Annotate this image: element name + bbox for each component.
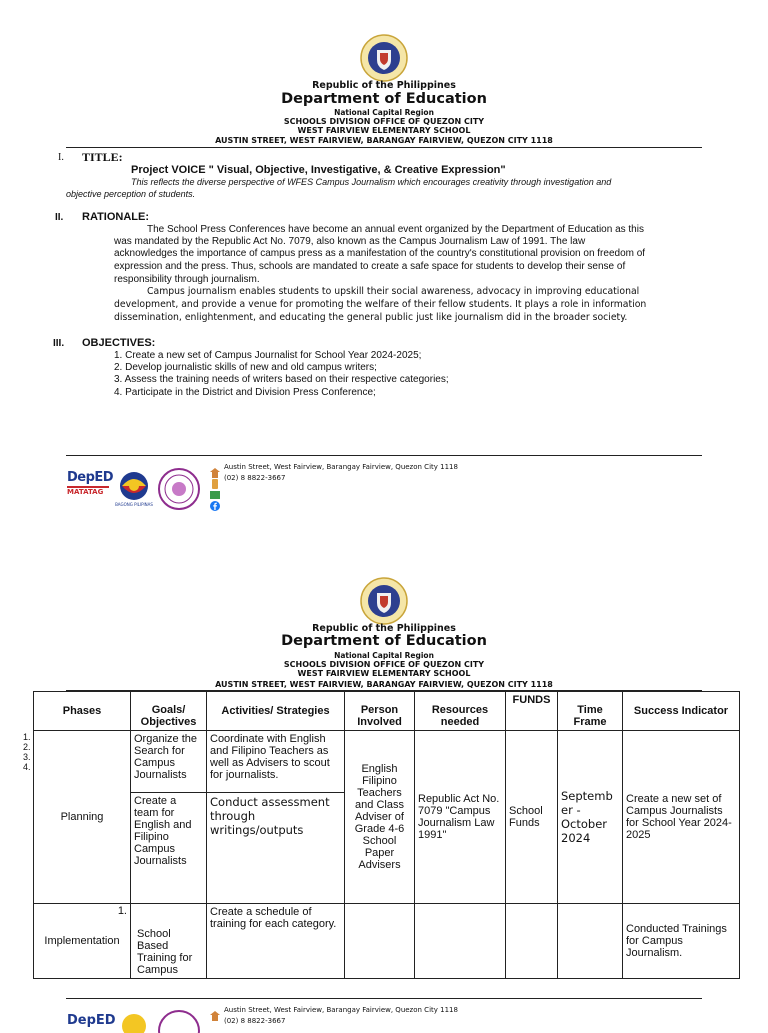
funds-value: School Funds	[506, 731, 558, 904]
department-title: Department of Education	[281, 91, 487, 107]
stray-numbering: 1. 2. 3. 4.	[23, 732, 31, 772]
rationale-p2-line3: dissemination, enlightenment, and educating the general public just like journalism did in the broader society.	[114, 312, 628, 323]
header-success: Success Indicator	[623, 692, 740, 731]
implementation-resources	[415, 904, 506, 979]
footer-phone: (02) 8 8822-3667	[224, 474, 286, 482]
deped-seal-icon	[360, 577, 408, 625]
address-line: AUSTIN STREET, WEST FAIRVIEW, BARANGAY FAIRVIEW, QUEZON CITY 1118	[215, 680, 553, 689]
goal-create-team: Create a team for English and Filipino Campus Journalists	[131, 793, 207, 904]
region-line: National Capital Region	[334, 108, 434, 117]
section2-numeral: II.	[55, 212, 64, 223]
division-line: SCHOOLS DIVISION OFFICE OF QUEZON CITY	[283, 660, 485, 669]
address-line: AUSTIN STREET, WEST FAIRVIEW, BARANGAY FAIRVIEW, QUEZON CITY 1118	[215, 136, 553, 145]
implementation-number: 1.	[117, 905, 127, 917]
plan-table	[33, 691, 740, 979]
footer-divider	[66, 998, 702, 999]
footer-phone: (02) 8 8822-3667	[224, 1017, 286, 1025]
header-time: Time Frame	[558, 692, 623, 731]
school-seal-icon	[158, 468, 200, 510]
header-person: Person Involved	[345, 692, 415, 731]
header-activities: Activities/ Strategies	[207, 692, 345, 731]
rationale-p2-line2: development, and provide a venue for promoting the welfare of their fellow students. It plays a role in information	[114, 299, 647, 310]
republic-line: Republic of the Philippines	[312, 623, 456, 634]
implementation-person	[345, 904, 415, 979]
header-resources: Resources needed	[415, 692, 506, 731]
location-icon	[210, 1008, 220, 1026]
matatag-text: MATATAG	[67, 488, 104, 496]
implementation-funds	[506, 904, 558, 979]
footer-address: Austin Street, West Fairview, Barangay Fairview, Quezon City 1118	[224, 463, 458, 471]
activity-coordinate: Coordinate with English and Filipino Teachers as well as Advisers to scout for journalists.	[207, 731, 345, 793]
person-involved: English Filipino Teachers and Class Adviser of Grade 4-6 School Paper Advisers	[345, 731, 415, 904]
implementation-time	[558, 904, 623, 979]
rationale-p1-line3: acknowledges the importance of campus press as a manifestation of the country's constitutional provision on freedom of	[114, 248, 646, 259]
bagong-pilipinas-text: BAGONG PILIPINAS	[115, 502, 153, 507]
department-title: Department of Education	[281, 633, 487, 649]
header-goals: Goals/ Objectives	[131, 692, 207, 731]
goal-organize: Organize the Search for Campus Journalists	[131, 731, 207, 793]
title-desc-line1: This reflects the diverse perspective of WFES Campus Journalism which encourages creativity through investigation and	[131, 177, 612, 187]
school-seal-icon	[158, 1010, 200, 1024]
phase-planning: Planning	[34, 731, 131, 904]
division-line: SCHOOLS DIVISION OFFICE OF QUEZON CITY	[283, 117, 485, 126]
header-phases: Phases	[34, 692, 131, 731]
facebook-icon	[210, 499, 220, 517]
deped-seal-icon	[360, 34, 408, 82]
rationale-p1-line2: was mandated by the Republic Act No. 7079, also known as the Campus Journalism Law of 1991. The law	[114, 236, 586, 247]
deped-matatag-logo	[67, 470, 114, 508]
school-line: WEST FAIRVIEW ELEMENTARY SCHOOL	[297, 126, 471, 135]
bagong-pilipinas-logo	[116, 470, 152, 508]
section2-heading: RATIONALE:	[82, 211, 150, 223]
rationale-p1-line1: The School Press Conferences have become an annual event organized by the Department of Education as this	[147, 224, 644, 235]
footer-divider	[66, 455, 702, 456]
rationale-p1-line5: responsibility through journalism.	[114, 274, 260, 285]
rationale-p1-line4: expression and the press. Thus, schools are mandated to create a safe space for students to develop their sense of	[114, 261, 626, 272]
footer-address: Austin Street, West Fairview, Barangay Fairview, Quezon City 1118	[224, 1006, 458, 1014]
region-line: National Capital Region	[334, 651, 434, 660]
objective-item: 4. Participate in the District and Division Press Conference;	[114, 387, 376, 398]
rationale-p2-line1: Campus journalism enables students to upskill their social awareness, advocacy in improving educational	[147, 286, 640, 297]
success-indicator: Create a new set of Campus Journalists for School Year 2024-2025	[623, 731, 740, 904]
school-line: WEST FAIRVIEW ELEMENTARY SCHOOL	[297, 669, 471, 678]
header-divider	[66, 147, 702, 148]
deped-logo-text: DepED	[67, 470, 114, 485]
phase-implementation	[34, 904, 131, 979]
activity-assessment: Conduct assessment through writings/outputs	[207, 793, 345, 904]
resources-needed: Republic Act No. 7079 "Campus Journalism Law 1991"	[415, 731, 506, 904]
time-frame: Septemb er - October 2024	[558, 731, 623, 904]
implementation-success: Conducted Trainings for Campus Journalism.	[623, 904, 740, 979]
deped-matatag-logo: DepED	[67, 1013, 116, 1028]
activity-schedule: Create a schedule of training for each category.	[207, 904, 345, 979]
republic-line: Republic of the Philippines	[312, 80, 456, 91]
title-desc-line2: objective perception of students.	[66, 189, 196, 199]
goal-school-training: School Based Training for Campus	[131, 904, 207, 979]
section3-numeral: III.	[53, 338, 65, 349]
section1-numeral: I.	[58, 152, 64, 163]
section3-heading: OBJECTIVES:	[82, 337, 156, 349]
objective-item: 2. Develop journalistic skills of new and old campus writers;	[114, 362, 377, 373]
section1-heading: TITLE:	[82, 150, 123, 164]
objective-item: 3. Assess the training needs of writers based on their respective categories;	[114, 374, 449, 385]
implementation-label: Implementation	[44, 935, 120, 947]
objective-item: 1. Create a new set of Campus Journalist for School Year 2024-2025;	[114, 350, 422, 361]
header-funds: FUNDS	[506, 692, 558, 731]
project-title: Project VOICE " Visual, Objective, Investigative, & Creative Expression"	[131, 164, 506, 176]
bagong-pilipinas-logo	[116, 1012, 152, 1024]
